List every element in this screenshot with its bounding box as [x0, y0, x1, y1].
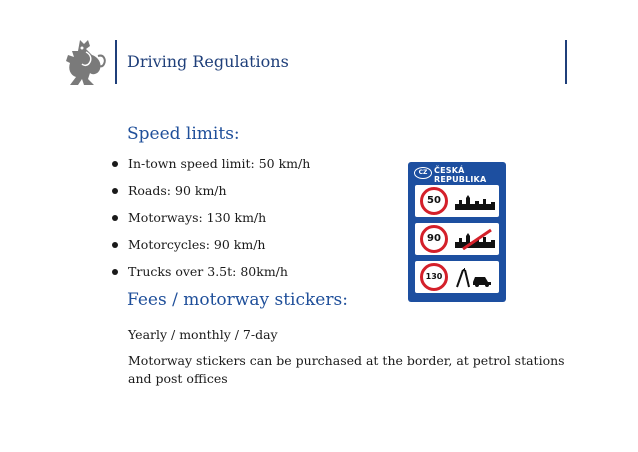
speed-limits-heading: Speed limits:: [127, 124, 240, 144]
town-skyline-icon: [455, 190, 495, 212]
list-item: Motorcycles: 90 km/h: [112, 237, 310, 264]
sign-header: [408, 162, 506, 182]
town-end-icon: [455, 228, 495, 250]
sign-panel-roads: [415, 223, 499, 255]
header-divider-left: [115, 40, 117, 84]
speed-limit-130: 130: [420, 263, 448, 291]
list-item: Roads: 90 km/h: [112, 183, 310, 210]
speed-limit-50: 50: [420, 187, 448, 215]
sign-country-label: ČESKÁ REPUBLIKA: [434, 166, 487, 184]
header-divider-right: [565, 40, 567, 84]
coat-of-arms-lion-icon: [62, 36, 108, 86]
sign-panel-town: [415, 185, 499, 217]
slide-title: Driving Regulations: [127, 52, 289, 71]
cz-badge: CZ: [414, 167, 432, 179]
speed-limits-list: [112, 156, 310, 291]
motorway-icon: [455, 266, 495, 288]
sticker-periods-text: Yearly / monthly / 7-day: [128, 327, 278, 342]
list-item: Motorways: 130 km/h: [112, 210, 310, 237]
fees-heading: Fees / motorway stickers:: [127, 290, 348, 310]
sign-panel-motorway: [415, 261, 499, 293]
list-item: Trucks over 3.5t: 80km/h: [112, 264, 310, 291]
speed-limit-90: 90: [420, 225, 448, 253]
sticker-purchase-text: Motorway stickers can be purchased at the border, at petrol stations and post offices: [128, 353, 565, 386]
list-item: In-town speed limit: 50 km/h: [112, 156, 310, 183]
czech-speed-limit-sign: [408, 162, 506, 302]
